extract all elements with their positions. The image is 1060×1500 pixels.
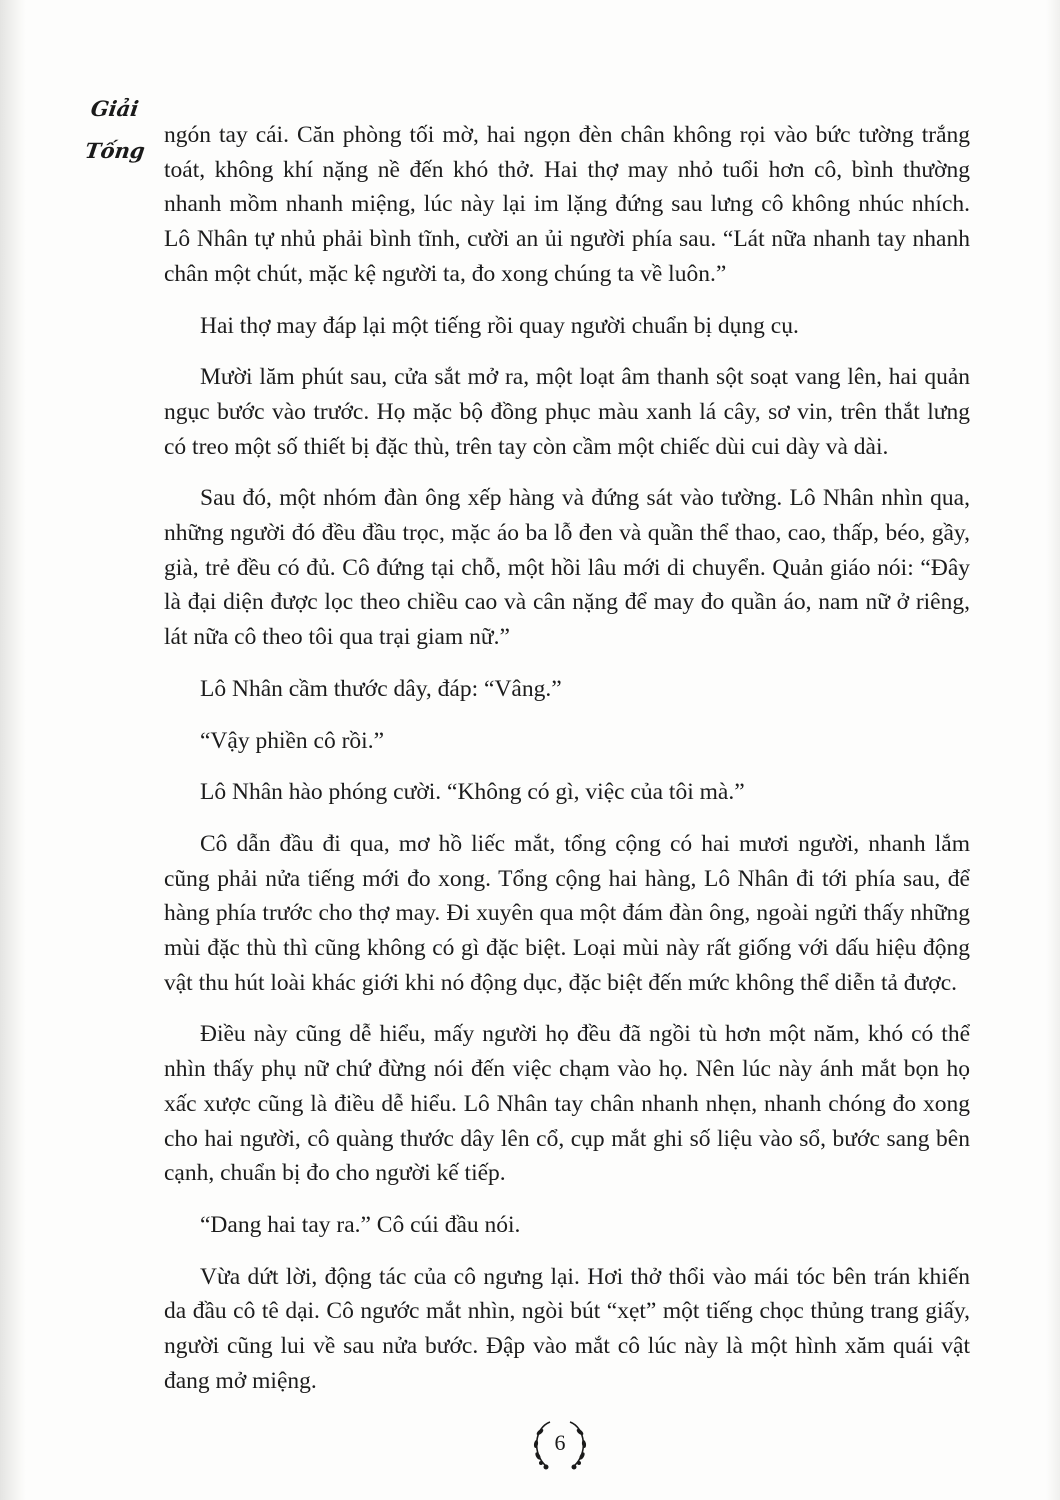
paragraph: Sau đó, một nhóm đàn ông xếp hàng và đứng sát vào tường. Lô Nhân nhìn qua, những người đó đều đầu trọc, mặc áo ba lỗ đen và quần thể thao, cao, thấp, béo, gầy, già, trẻ đều có đủ. Cô đứng tại chỗ, một hồi lâu mới di chuyển. Quản giáo nói: “Đây là đại diện được lọc theo chiều cao và cân nặng để may đo quần áo, nam nữ ở riêng, lát nữa cô theo tôi qua trại giam nữ.”: [164, 485, 970, 651]
paragraph: “Dang hai tay ra.” Cô cúi đầu nói.: [200, 1211, 521, 1238]
book-title-line-2: Tống: [83, 138, 147, 163]
paragraph: “Vậy phiền cô rồi.”: [200, 727, 385, 754]
book-title-line-1: Giải: [89, 96, 141, 121]
page-number-ornament: [520, 1412, 600, 1476]
paragraph: Điều này cũng dễ hiểu, mấy người họ đều đã ngồi tù hơn một năm, khó có thể nhìn thấy phụ nữ chứ đừng nói đến việc chạm vào họ. Nên lúc này ánh mắt bọn họ xấc xược cũng là điều dễ hiểu. Lô Nhân tay chân nhanh nhẹn, nhanh chóng đo xong cho hai người, cô quàng thước dây lên cổ, cụp mắt ghi số liệu vào sổ, bước sang bên cạnh, chuẩn bị đo cho người kế tiếp.: [164, 1021, 970, 1187]
paragraph: Lô Nhân hào phóng cười. “Không có gì, việc của tôi mà.”: [200, 779, 745, 806]
page-number: 6: [554, 1430, 566, 1455]
page-gutter-shadow: [0, 0, 26, 1500]
paragraph: Hai thợ may đáp lại một tiếng rồi quay người chuẩn bị dụng cụ.: [200, 312, 799, 339]
paragraph: ngón tay cái. Căn phòng tối mờ, hai ngọn đèn chân không rọi vào bức tường trắng toát, không khí nặng nề đến khó thở. Hai thợ may nhỏ tuổi hơn cô, bình thường nhanh mồm nhanh miệng, lúc này lại im lặng đứng sau lưng cô không nhúc nhích. Lô Nhân tự nhủ phải bình tĩnh, cười an ủi người phía sau. “Lát nữa nhanh tay nhanh chân một chút, mặc kệ người ta, đo xong chúng ta về luôn.”: [164, 122, 970, 287]
paragraph: Vừa dứt lời, động tác của cô ngưng lại. Hơi thở thổi vào mái tóc bên trán khiến da đầu cô tê dại. Cô ngước mắt nhìn, ngòi bút “xẹt” một tiếng chọc thủng trang giấy, người cũng lui về sau nửa bước. Đập vào mắt cô lúc này là một hình xăm quái vật đang mở miệng.: [164, 1263, 970, 1394]
paragraph: Lô Nhân cầm thước dây, đáp: “Vâng.”: [200, 675, 562, 702]
page-edge-shadow: [1046, 0, 1060, 1500]
paragraph: Cô dẫn đầu đi qua, mơ hồ liếc mắt, tổng cộng có hai mươi người, nhanh lắm cũng phải nửa tiếng mới đo xong. Tổng cộng hai hàng, Lô Nhân đi tới phía sau, để hàng phía trước cho thợ may. Đi xuyên qua một đám đàn ông, ngoài ngửi thấy những mùi đặc thù thì cũng không có gì đặc biệt. Loại mùi này rất giống với dấu hiệu động vật thu hút loài khác giới khi nó động dục, đặc biệt đến mức không thể diễn tả được.: [164, 830, 970, 996]
running-header-book-title: [82, 88, 164, 172]
paragraph: Mười lăm phút sau, cửa sắt mở ra, một loạt âm thanh sột soạt vang lên, hai quản ngục bước vào trước. Họ mặc bộ đồng phục màu xanh lá cây, sơ vin, trên thắt lưng có treo một số thiết bị đặc thù, trên tay còn cầm một chiếc dùi cui dày và dài.: [164, 364, 970, 460]
body-text: [164, 118, 970, 1416]
